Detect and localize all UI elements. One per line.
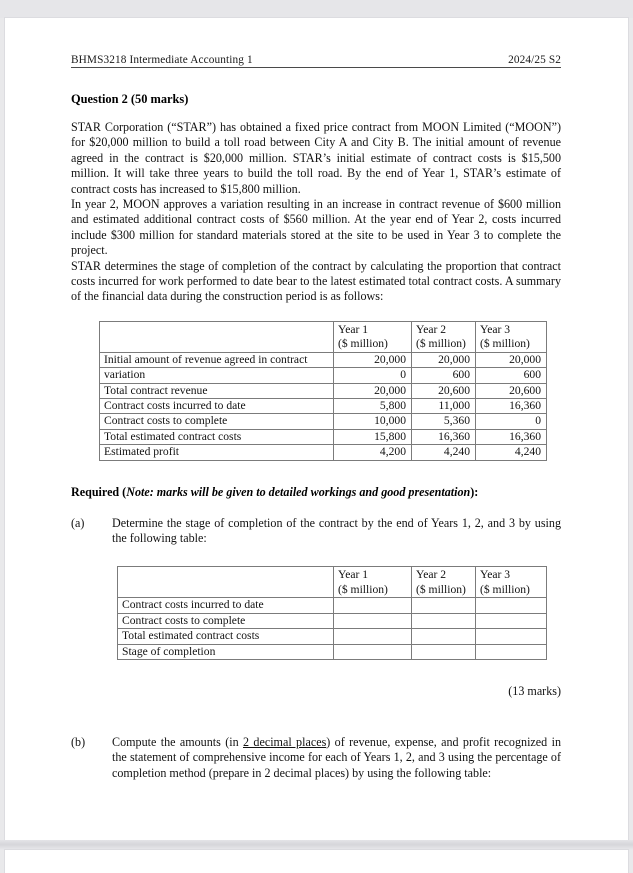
- col-header-line1: Year 1: [338, 322, 369, 336]
- table-header-row: [100, 321, 547, 352]
- row-value-year1: 5,800: [334, 399, 412, 414]
- answer-cell-year2[interactable]: [412, 629, 476, 644]
- col-header-line1: Year 2: [416, 322, 447, 336]
- row-value-year1: 10,000: [334, 414, 412, 429]
- answer-cell-year2[interactable]: [412, 598, 476, 613]
- next-page-top: [5, 850, 628, 873]
- summary-financial-table: [99, 321, 547, 461]
- row-value-year1: 20,000: [334, 383, 412, 398]
- row-value-year2: 600: [412, 368, 476, 383]
- answer-cell-year3[interactable]: [476, 598, 547, 613]
- col-header-line2: ($ million): [480, 337, 530, 351]
- answer-cell-year3[interactable]: [476, 644, 547, 659]
- summary-col-header-year3: [476, 321, 547, 352]
- row-value-year2: 5,360: [412, 414, 476, 429]
- answer-col-header-year3: [476, 567, 547, 598]
- table-row: [118, 629, 547, 644]
- row-value-year3: 16,360: [476, 399, 547, 414]
- summary-col-header-year1: [334, 321, 412, 352]
- part-a: [71, 516, 561, 547]
- row-label: Total estimated contract costs: [100, 429, 334, 444]
- answer-cell-year1[interactable]: [334, 613, 412, 628]
- table-header-row: [118, 567, 547, 598]
- table-row: [100, 429, 547, 444]
- col-header-line1: Year 3: [480, 568, 511, 582]
- row-value-year2: 11,000: [412, 399, 476, 414]
- part-b-underlined-phrase: 2 decimal places: [243, 734, 327, 749]
- row-value-year3: 20,000: [476, 352, 547, 367]
- row-label: Contract costs incurred to date: [118, 598, 334, 613]
- row-label: Initial amount of revenue agreed in contract: [100, 352, 334, 367]
- running-header: [71, 54, 561, 68]
- row-value-year2: 20,000: [412, 352, 476, 367]
- answer-cell-year2[interactable]: [412, 613, 476, 628]
- table-row: [100, 368, 547, 383]
- table-corner-cell: [100, 321, 334, 352]
- required-prefix: Required (: [71, 484, 127, 499]
- row-value-year3: 0: [476, 414, 547, 429]
- row-label: Total contract revenue: [100, 383, 334, 398]
- row-value-year1: 15,800: [334, 429, 412, 444]
- table-row: [100, 383, 547, 398]
- table-row: [100, 445, 547, 460]
- header-course-title: BHMS3218 Intermediate Accounting 1: [71, 54, 253, 66]
- page-separator-gap: [0, 840, 633, 850]
- part-b-text-segment-2: ) of revenue, expense, and profit recognized in the statement of comprehensive income for each of Years 1, 2, and 3 using the percentage of completion method (prepare in 2 decimal places) by using the following table:: [112, 734, 561, 780]
- table-row: [100, 352, 547, 367]
- table-corner-cell: [118, 567, 334, 598]
- question-paragraph-1: STAR Corporation (“STAR”) has obtained a fixed price contract from MOON Limited (“MOON”) for $20,000 million to build a toll road between City A and City B. The initial amount of revenue agreed in the contract is $20,000 million. STAR’s initial estimate of contract costs is $15,500 million. It will take three years to build the toll road. By the end of Year 1, STAR’s estimate of contract costs has increased to $15,800 million.: [71, 120, 561, 196]
- answer-cell-year1[interactable]: [334, 644, 412, 659]
- document-page: [5, 18, 628, 840]
- answer-cell-year3[interactable]: [476, 629, 547, 644]
- row-value-year3: 16,360: [476, 429, 547, 444]
- col-header-line2: ($ million): [338, 582, 388, 596]
- answer-table-wrapper: [117, 566, 561, 660]
- row-value-year2: 20,600: [412, 383, 476, 398]
- page-top-gutter: [0, 0, 633, 18]
- required-note: Note: marks will be given to detailed workings and good presentation: [126, 484, 471, 499]
- answer-col-header-year1: [334, 567, 412, 598]
- col-header-line1: Year 3: [480, 322, 511, 336]
- table-row: [118, 598, 547, 613]
- row-label: Contract costs incurred to date: [100, 399, 334, 414]
- row-label: Stage of completion: [118, 644, 334, 659]
- table-row: [118, 613, 547, 628]
- row-value-year2: 16,360: [412, 429, 476, 444]
- header-term: 2024/25 S2: [508, 54, 561, 66]
- part-a-text: Determine the stage of completion of the contract by the end of Years 1, 2, and 3 by using the following table:: [112, 515, 561, 546]
- row-value-year1: 0: [334, 368, 412, 383]
- answer-cell-year3[interactable]: [476, 613, 547, 628]
- question-paragraph-3: STAR determines the stage of completion of the contract by calculating the proportion that contract costs incurred for work performed to date bear to the latest estimated total contract costs. A summary of the financial data during the construction period is as follows:: [71, 258, 561, 304]
- row-value-year1: 20,000: [334, 352, 412, 367]
- part-b: [71, 735, 561, 781]
- row-label: Contract costs to complete: [118, 613, 334, 628]
- table-row: [100, 399, 547, 414]
- summary-table-wrapper: [99, 321, 561, 461]
- row-value-year3: 600: [476, 368, 547, 383]
- part-b-label: (b): [71, 734, 86, 749]
- row-value-year3: 20,600: [476, 383, 547, 398]
- part-a-label: (a): [71, 515, 85, 530]
- row-value-year2: 4,240: [412, 445, 476, 460]
- row-value-year1: 4,200: [334, 445, 412, 460]
- question-paragraph-2: In year 2, MOON approves a variation resulting in an increase in contract revenue of $600 million and estimated additional contract costs of $560 million. At the year end of Year 2, costs incurred include $300 million for standard materials stored at the site to be used in Year 3 to complete the project.: [71, 197, 561, 258]
- col-header-line2: ($ million): [338, 337, 388, 351]
- row-label: variation: [100, 368, 334, 383]
- part-b-text-segment-1: Compute the amounts (in: [112, 734, 243, 749]
- table-row: [100, 414, 547, 429]
- stage-of-completion-table: [117, 566, 547, 660]
- row-label: Estimated profit: [100, 445, 334, 460]
- page-content: [71, 54, 561, 781]
- answer-cell-year1[interactable]: [334, 598, 412, 613]
- question-title: Question 2 (50 marks): [71, 92, 189, 106]
- row-label: Total estimated contract costs: [118, 629, 334, 644]
- col-header-line2: ($ million): [416, 337, 466, 351]
- summary-col-header-year2: [412, 321, 476, 352]
- table-row: [118, 644, 547, 659]
- part-b-text: [112, 735, 561, 781]
- answer-cell-year2[interactable]: [412, 644, 476, 659]
- required-suffix: ):: [470, 484, 479, 499]
- col-header-line1: Year 1: [338, 568, 369, 582]
- col-header-line2: ($ million): [480, 582, 530, 596]
- required-heading: [71, 485, 561, 500]
- col-header-line1: Year 2: [416, 568, 447, 582]
- row-value-year3: 4,240: [476, 445, 547, 460]
- answer-col-header-year2: [412, 567, 476, 598]
- row-label: Contract costs to complete: [100, 414, 334, 429]
- part-a-marks: (13 marks): [508, 683, 561, 698]
- answer-cell-year1[interactable]: [334, 629, 412, 644]
- col-header-line2: ($ million): [416, 582, 466, 596]
